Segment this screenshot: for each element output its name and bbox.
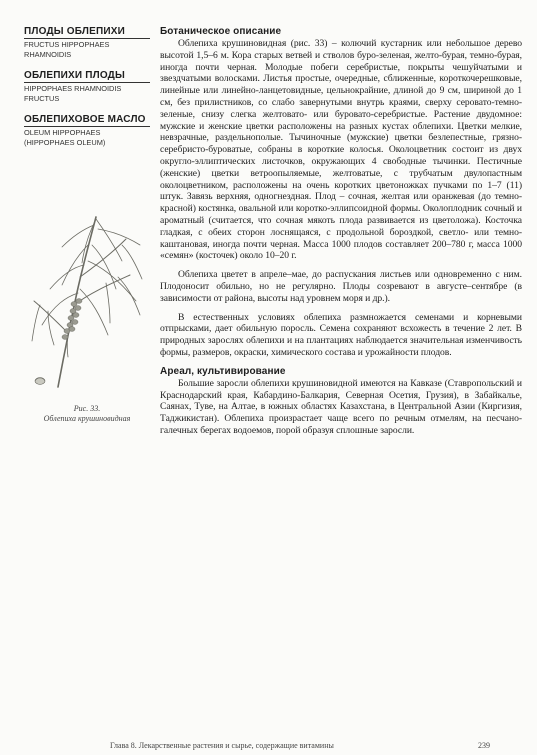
page-number: 239 xyxy=(478,741,490,750)
drug-latin-line: OLEUM HIPPOPHAES xyxy=(24,128,101,137)
section-heading: Ареал, культивирование xyxy=(160,365,286,377)
main-text-column xyxy=(160,26,522,444)
drug-title: ОБЛЕПИХИ ПЛОДЫ xyxy=(24,70,150,83)
running-head: Глава 8. Лекарственные растения и сырье, содержащие витамины xyxy=(110,741,334,750)
paragraph: Большие заросли облепихи крушиновидной имеются на Кавказе (Ставропольский и Краснодарский края, Кабардино-Балкария, Северная Осетия, Грузия), в Забайкалье, Саянах, Туве, на Алтае, в южных областях Казахстана, в Центральной Азии (Киргизия, Таджикистан). Облепиха произрастает чаще всего по речным отмелям, на песчано-галечных берегах водоемов, порой образуя сплошные заросли. xyxy=(160,377,522,436)
drug-latin-line: FRUCTUS HIPPOPHAES xyxy=(24,40,110,49)
drug-latin-line: HIPPOPHAES RHAMNOIDIS xyxy=(24,84,122,93)
figure-caption-text: Облепиха крушиновидная xyxy=(43,414,131,423)
figure-number: Рис. 33. xyxy=(73,404,101,413)
drug-latin-line: RHAMNOIDIS xyxy=(24,49,72,59)
drug-name-block xyxy=(24,114,150,147)
section-heading: Ботаническое описание xyxy=(160,26,282,37)
drug-latin-line: (HIPPOPHAES OLEUM) xyxy=(24,137,106,147)
sea-buckthorn-branch-drawing xyxy=(18,205,153,395)
paragraph: В естественных условиях облепиха размножается семенами и корневыми отпрысками, дает обильную поросль. Семена сохраняют всхожесть в течение 2 лет. В природных зарослях облепихи и на плантациях наблюдается значительная изменчивость формы, размеров, окраски, химического состава и урожайности плодов. xyxy=(160,311,522,358)
drug-name-block xyxy=(24,70,150,103)
drug-name-block xyxy=(24,26,150,59)
sea-buckthorn-illustration xyxy=(18,205,153,395)
paragraph: Облепиха цветет в апреле–мае, до распускания листьев или одновременно с ним. Плодоносит обильно, но не регулярно. Плоды созревают в августе–сентябре (в зависимости от района, высоты над уровнем моря и др.). xyxy=(160,269,522,304)
paragraph: Облепиха крушиновидная (рис. 33) – колючий кустарник или небольшое дерево высотой 1,5–6 м. Кора старых ветвей и стволов буро-зеленая, желто-бурая, темно-бурая, иногда почти черная. Молодые побеги серебристые, покрыты чешуйчатыми и звездчатыми волосками. Листья простые, очередные, сближенные, короткочерешковые, линейные или линейно-ланцетовидные, цельнокрайние, длиной до 9 см, шириной до 1 см, без прилистников, со слабо завернутыми внутрь краями, сверху серовато-темно-зеленые, снизу слегка желтовато- или буровато-серебристые. Растение двудомное: мужские и женские цветки расположены на разных кустах облепихи. Цветки мелкие, невзрачные, раздельнополые. Тычиночные (мужские) цветки безлепестные, грязно-серебристо-буроватые, собраны в короткие колосья. Околоцветник состоит из двух округло-эллиптических листочков, окружающих 4 свободные тычинки. Пестичные (женские) цветки ветроопыляемые, желтоватые, с трубчатым двулопастным околоцветником, расположены на очень коротких цветоножках пучками по 1–7 (11) штук. Завязь верхняя, одногнездная. Плод – сочная, желтая или оранжевая (до темно-красной) костянка, овальной или коротко-эллипсоидной формы. Околоплодник сочный и ароматный (считается, что сочная мякоть плода развивается из цветоложа). Косточка гладкая, с обеих сторон лоснящаяся, с продольной бороздкой, светло- или темно-каштановая, иногда почти черная. Масса 1000 плодов составляет 200–780 г, масса 1000 «семян» (косточек) около 10–20 г. xyxy=(160,38,522,262)
figure-caption xyxy=(22,404,152,424)
sidebar-synonyms xyxy=(24,26,150,158)
drug-title: ОБЛЕПИХОВОЕ МАСЛО xyxy=(24,114,150,127)
drug-latin-line: FRUCTUS xyxy=(24,93,60,103)
page-footer xyxy=(110,741,520,750)
drug-title: ПЛОДЫ ОБЛЕПИХИ xyxy=(24,26,150,39)
